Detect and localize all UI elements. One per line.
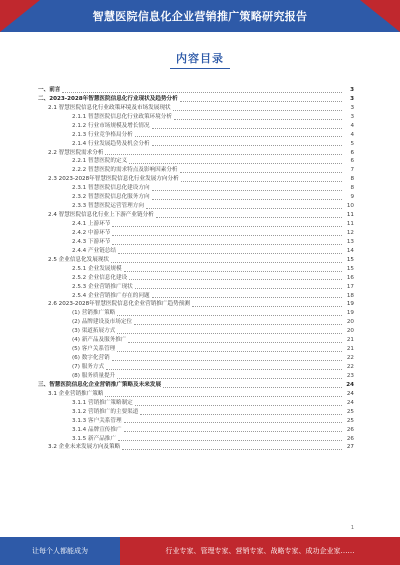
toc-entry-page: 6 [350, 149, 354, 156]
toc-entry-page: 25 [346, 408, 354, 415]
toc-entry-label: 2.3.2 智慧医院信息化服务方向 [72, 194, 150, 201]
toc-leader-dots [152, 128, 342, 129]
toc-leader-dots [180, 101, 342, 102]
toc-leader-dots [174, 119, 342, 120]
toc-entry-label: 3.1.4 品牌宣传推广 [72, 426, 122, 433]
toc-entry[interactable] [38, 363, 354, 372]
toc-entry-label: 2.1.2 行业市场规模及增长情况 [72, 122, 150, 129]
toc-leader-dots [152, 190, 342, 191]
toc-leader-dots [112, 360, 342, 361]
toc-entry[interactable] [38, 184, 354, 193]
toc-entry[interactable] [38, 435, 354, 444]
toc-entry[interactable] [38, 417, 354, 426]
toc-entry-page: 3 [350, 86, 354, 93]
toc-entry-page: 12 [346, 229, 354, 236]
report-header-banner [0, 0, 400, 32]
toc-entry[interactable] [38, 175, 354, 184]
toc-entry-label: 三、智慧医院信息化企业营销推广策略及未来发展 [38, 381, 162, 388]
toc-entry[interactable] [38, 318, 354, 327]
toc-leader-dots [135, 136, 342, 137]
toc-leader-dots [117, 315, 342, 316]
toc-entry-label: 2.5.4 企业营销推广存在的问题 [72, 292, 150, 299]
toc-entry-page: 23 [346, 372, 354, 379]
toc-entry[interactable] [38, 86, 354, 95]
toc-leader-dots [135, 405, 342, 406]
toc-leader-dots [135, 288, 342, 289]
toc-entry-page: 22 [346, 364, 354, 371]
toc-entry-page: 25 [346, 417, 354, 424]
toc-entry[interactable] [38, 238, 354, 247]
toc-entry-label: 2.4.1 上游环节 [72, 221, 111, 228]
toc-leader-dots [112, 244, 342, 245]
footer-slogan-left: 让每个人都能成为 [0, 537, 120, 565]
toc-entry-label: 3.1.2 营销推广的主要渠道 [72, 408, 139, 415]
toc-entry-page: 16 [346, 274, 354, 281]
toc-entry-label: 3.1.3 客户关系管理 [72, 417, 122, 424]
toc-entry-page: 3 [350, 104, 354, 111]
toc-entry-page: 14 [346, 247, 354, 254]
toc-leader-dots [134, 324, 342, 325]
toc-entry-page: 4 [350, 122, 354, 129]
toc-entry-label: 一、前言 [38, 86, 61, 93]
toc-entry-page: 9 [350, 194, 354, 201]
toc-entry-label: (1) 营销推广策略 [72, 310, 116, 317]
toc-entry-label: 3.1.5 新产品推广 [72, 435, 116, 442]
toc-leader-dots [128, 342, 342, 343]
toc-leader-dots [124, 422, 342, 423]
toc-entry[interactable] [38, 104, 354, 113]
toc-entry-label: 2.4 智慧医院信息化行业上下游产业链分析 [48, 212, 154, 219]
toc-entry-page: 7 [350, 167, 354, 174]
toc-entry[interactable] [38, 399, 354, 408]
toc-entry-page: 27 [346, 444, 354, 451]
toc-entry-page: 24 [346, 381, 354, 388]
toc-entry-label: 2.1 智慧医院信息化行业政策环境及市场发展现状 [48, 104, 171, 111]
toc-entry[interactable] [38, 158, 354, 167]
toc-entry-label: (2) 品牌建设及市场定位 [72, 319, 133, 326]
toc-entry-label: 2.4.4 产业链总结 [72, 247, 116, 254]
toc-leader-dots [62, 92, 342, 93]
toc-leader-dots [173, 110, 342, 111]
toc-entry[interactable] [38, 274, 354, 283]
toc-entry-page: 15 [346, 256, 354, 263]
toc-leader-dots [112, 226, 342, 227]
toc-entry-label: (5) 客户关系管理 [72, 346, 116, 353]
toc-entry-page: 24 [346, 390, 354, 397]
toc-entry[interactable] [38, 202, 354, 211]
toc-entry[interactable] [38, 408, 354, 417]
toc-heading: 内容目录 [176, 52, 224, 65]
toc-leader-dots [152, 297, 342, 298]
toc-entry-label: 2.1.4 行业发展趋势及机会分析 [72, 140, 150, 147]
toc-entry-label: 2.2 智慧医院需求分析 [48, 149, 104, 156]
toc-entry[interactable] [38, 390, 354, 399]
toc-leader-dots [105, 154, 342, 155]
toc-leader-dots [124, 271, 342, 272]
toc-entry-label: 2.3.3 智慧医院运营管理方向 [72, 203, 144, 210]
toc-entry-label: 2.5.1 企业发展规模 [72, 265, 122, 272]
toc-leader-dots [111, 262, 342, 263]
toc-entry[interactable] [38, 327, 354, 336]
toc-entry[interactable] [38, 426, 354, 435]
toc-leader-dots [146, 208, 342, 209]
toc-entry-label: 3.1 企业营销推广策略 [48, 390, 104, 397]
toc-entry-label: 2.5.3 企业营销推广现状 [72, 283, 133, 290]
toc-leader-dots [122, 449, 342, 450]
toc-entry[interactable] [38, 113, 354, 122]
toc-entry-page: 26 [346, 426, 354, 433]
toc-leader-dots [192, 306, 342, 307]
toc-entry-label: (6) 数字化营销 [72, 355, 110, 362]
toc-leader-dots [118, 253, 342, 254]
toc-entry[interactable] [38, 372, 354, 381]
table-of-contents [38, 86, 354, 452]
toc-entry-page: 22 [346, 355, 354, 362]
toc-entry[interactable] [38, 131, 354, 140]
toc-leader-dots [163, 387, 342, 388]
toc-leader-dots [181, 181, 342, 182]
toc-leader-dots [152, 145, 342, 146]
toc-entry-page: 8 [350, 176, 354, 183]
toc-heading-underline [170, 68, 230, 69]
toc-entry[interactable] [38, 265, 354, 274]
footer-slogan-right: 行业专家、管理专家、营销专家、战略专家、成功企业家…… [120, 537, 400, 565]
toc-entry-label: (4) 新产品及服务推广 [72, 337, 127, 344]
toc-entry-label: 二、2023-2028年智慧医院信息化行业现状及趋势分析 [38, 95, 178, 102]
toc-leader-dots [180, 172, 342, 173]
toc-entry-label: 2.4.3 下游环节 [72, 238, 111, 245]
toc-entry-page: 17 [346, 283, 354, 290]
toc-entry-page: 11 [346, 212, 354, 219]
report-title: 智慧医院信息化企业营销推广策略研究报告 [92, 10, 308, 23]
toc-entry-page: 19 [346, 301, 354, 308]
toc-entry-label: 2.2.2 智慧医院的需求特点及影响因素分析 [72, 167, 178, 174]
toc-entry[interactable] [38, 256, 354, 265]
header-left-accent [0, 0, 40, 32]
toc-entry-label: 2.4.2 中游环节 [72, 229, 111, 236]
toc-leader-dots [117, 351, 342, 352]
toc-leader-dots [117, 333, 342, 334]
toc-entry-label: 2.5 企业信息化发展现状 [48, 256, 110, 263]
toc-entry[interactable] [38, 149, 354, 158]
header-right-accent [360, 0, 400, 32]
toc-entry[interactable] [38, 247, 354, 256]
toc-entry-label: 3.1.1 营销推广策略制定 [72, 399, 133, 406]
toc-entry-page: 18 [346, 292, 354, 299]
toc-entry-page: 5 [350, 140, 354, 147]
toc-entry[interactable] [38, 95, 354, 104]
toc-leader-dots [152, 199, 342, 200]
toc-entry-label: 2.1.3 行业竞争格局分析 [72, 131, 133, 138]
toc-entry-page: 24 [346, 399, 354, 406]
toc-entry-label: 2.1.1 智慧医院信息化行业政策环境分析 [72, 113, 172, 120]
toc-leader-dots [156, 217, 342, 218]
toc-entry-page: 15 [346, 265, 354, 272]
toc-entry-label: 2.2.1 智慧医院的定义 [72, 158, 128, 165]
toc-entry[interactable] [38, 301, 354, 310]
toc-entry[interactable] [38, 229, 354, 238]
toc-entry[interactable] [38, 140, 354, 149]
toc-entry-label: 2.3.1 智慧医院信息化建设方向 [72, 185, 150, 192]
toc-entry-label: 3.2 企业未来发展方向及策略 [48, 444, 121, 451]
toc-entry-page: 13 [346, 238, 354, 245]
toc-entry-label: (3) 渠道拓展方式 [72, 328, 116, 335]
toc-entry[interactable] [38, 354, 354, 363]
toc-entry-page: 20 [346, 319, 354, 326]
toc-entry-page: 26 [346, 435, 354, 442]
toc-entry-page: 10 [346, 203, 354, 210]
toc-entry-page: 20 [346, 328, 354, 335]
toc-entry[interactable] [38, 309, 354, 318]
toc-entry-label: 2.3 2023-2028年智慧医院信息化行业发展方向分析 [48, 176, 179, 183]
toc-entry[interactable] [38, 220, 354, 229]
toc-leader-dots [129, 163, 342, 164]
page-number: 1 [350, 525, 354, 531]
toc-leader-dots [124, 431, 342, 432]
toc-entry-page: 21 [346, 346, 354, 353]
toc-entry-page: 3 [350, 113, 354, 120]
toc-entry[interactable] [38, 381, 354, 390]
toc-entry[interactable] [38, 193, 354, 202]
toc-entry-label: 2.6 2023-2028年智慧医院信息化企业营销推广趋势预测 [48, 301, 190, 308]
toc-leader-dots [118, 440, 342, 441]
toc-leader-dots [140, 414, 342, 415]
toc-entry[interactable] [38, 166, 354, 175]
toc-entry-page: 21 [346, 337, 354, 344]
toc-entry-page: 11 [346, 221, 354, 228]
toc-entry[interactable] [38, 211, 354, 220]
toc-leader-dots [117, 378, 342, 379]
toc-entry-label: 2.5.2 企业信息化建设 [72, 274, 128, 281]
toc-entry[interactable] [38, 345, 354, 354]
toc-leader-dots [105, 396, 342, 397]
toc-entry-page: 19 [346, 310, 354, 317]
toc-leader-dots [112, 235, 342, 236]
toc-entry-page: 3 [350, 95, 354, 102]
toc-leader-dots [129, 279, 342, 280]
toc-entry-page: 8 [350, 185, 354, 192]
toc-entry[interactable] [38, 444, 354, 453]
toc-entry-page: 4 [350, 131, 354, 138]
toc-entry-label: (8) 服务质量提升 [72, 372, 116, 379]
footer-banner [0, 537, 400, 565]
toc-entry[interactable] [38, 283, 354, 292]
toc-entry[interactable] [38, 122, 354, 131]
toc-entry[interactable] [38, 336, 354, 345]
toc-entry-label: (7) 服务方式 [72, 364, 105, 371]
toc-entry-page: 6 [350, 158, 354, 165]
toc-leader-dots [106, 369, 342, 370]
toc-entry[interactable] [38, 292, 354, 301]
